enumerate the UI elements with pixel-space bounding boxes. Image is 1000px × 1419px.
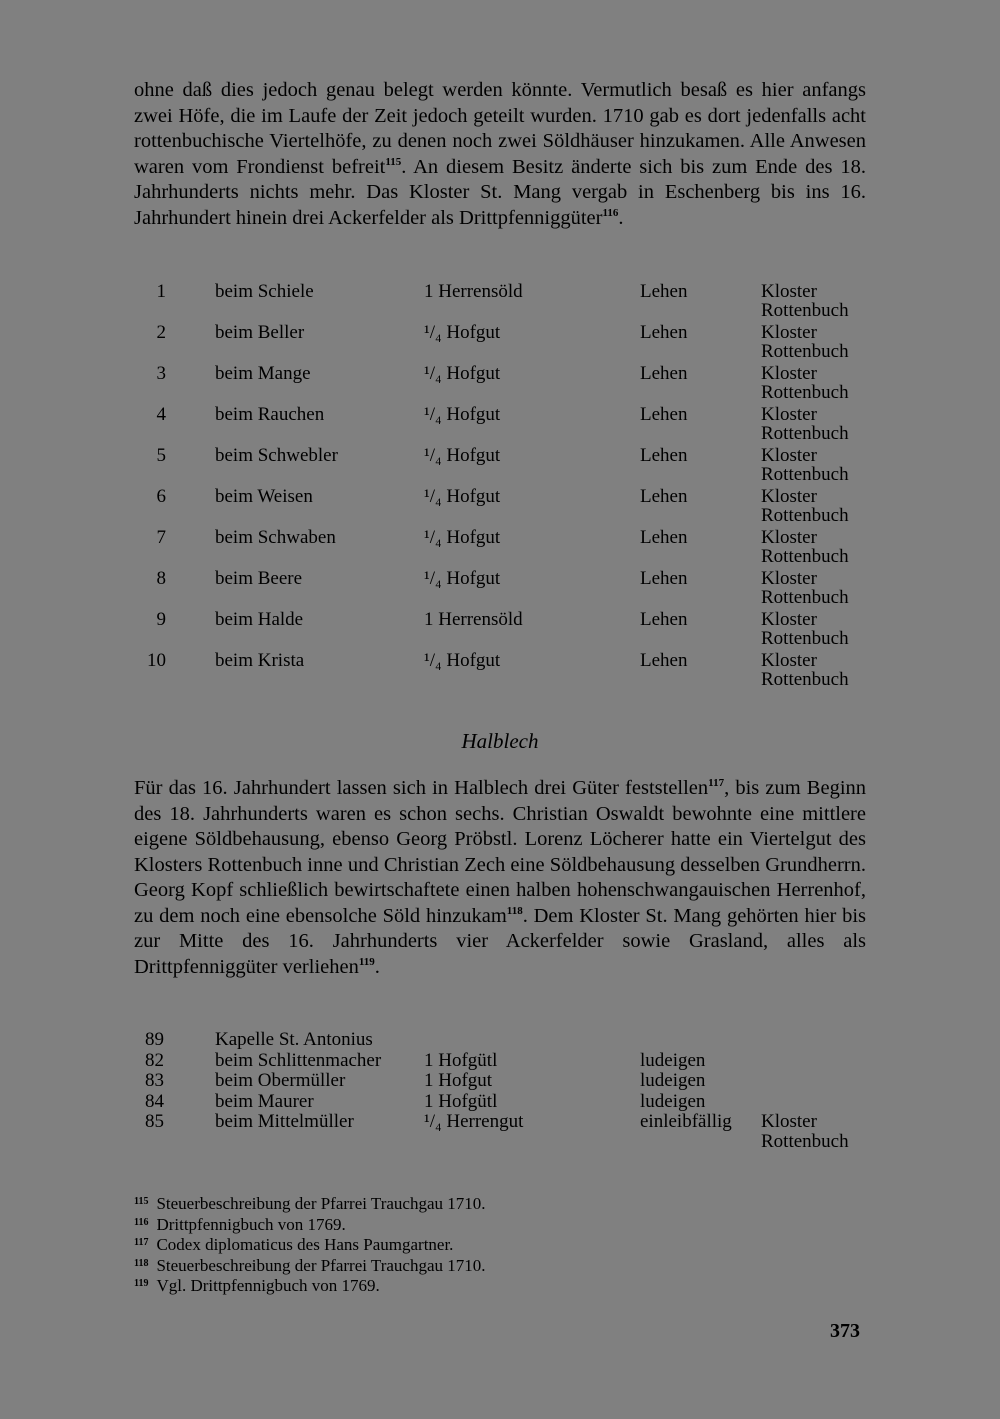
table-row: 85 beim Mittelmüller ¹/₄ Herrengut einleibfällig Kloster Rottenbuch [145, 1111, 849, 1152]
footnote: $^{119}$ Vgl. Drittpfennigbuch von 1769. [134, 1276, 380, 1295]
footnote: $^{117}$ Codex diplomaticus des Hans Paumgartner. [134, 1235, 454, 1254]
table-row: 7 beim Schwaben ¹/₄ Hofgut Lehen Kloster Rottenbuch [156, 527, 849, 567]
footnote-ref: 118 [506, 904, 523, 917]
table-row: 3 beim Mange ¹/₄ Hofgut Lehen Kloster Rottenbuch [156, 363, 849, 403]
footnote: $^{116}$ Drittpfennigbuch von 1769. [134, 1214, 346, 1234]
table-row: 4 beim Rauchen ¹/₄ Hofgut Lehen Kloster Rottenbuch [156, 404, 849, 444]
table-row: 1 beim Schiele 1 Herrensöld Lehen Kloster Rottenbuch [156, 281, 849, 321]
table-row: 9 beim Halde 1 Herrensöld Lehen Kloster Rottenbuch [156, 609, 849, 649]
footnote-ref: 115 [385, 155, 402, 168]
table-row: 83 beim Obermüller 1 Hofgut ludeigen [145, 1070, 706, 1091]
page-number: 373 [830, 1320, 860, 1342]
paragraph-eschenberg: ohne daß dies jedoch genau belegt werden könnte. Vermutlich besaß es hier anfangs zwei Höfe, die im Laufe der Zeit jedoch geteilt wurden. 1710 gab es dort jedenfalls acht rottenbuchische Viertelhöfe, zu denen noch zwei Söldhäuser hinzukamen. Alle Anwesen waren vom Frondienst befreit$^{115}$. An diesem Besitz änderte sich bis zum Ende des 18. Jahrhunderts nichts mehr. Das Kloster St. Mang vergab in Eschenberg bis ins 16. Jahrhundert hinein drei Ackerfelder als Drittpfenniggüter$^{116}$. [134, 79, 866, 229]
footnote: $^{118}$ Steuerbeschreibung der Pfarrei Trauchgau 1710. [134, 1255, 486, 1275]
footnote-ref: 119 [358, 955, 375, 968]
section-heading: Halblech [461, 729, 539, 753]
table-row: 82 beim Schlittenmacher 1 Hofgütl ludeigen [145, 1049, 706, 1071]
footnote-ref: 116 [602, 206, 619, 219]
paragraph-halblech: Für das 16. Jahrhundert lassen sich in Halblech drei Güter feststellen$^{117}$, bis zum Beginn des 18. Jahrhunderts waren es schon sechs. Christian Oswaldt bewohnte eine mittlere eigene Söldbehausung, ebenso Georg Pröbstl. Lorenz Löcherer hatte ein Viertelgut des Klosters Rottenbuch inne und Christian Zech eine Söldbehausung desselben Grundherrn. Georg Kopf schließlich bewirtschaftete einen halben hohenschwangauischen Herrenhof, zu dem noch eine ebensolche Söld hinzukam$^{118}$. Dem Kloster St. Mang gehörten hier bis zur Mitte des 16. Jahrhunderts vier Ackerfelder sowie Grasland, alles als Drittpfenniggüter verliehen$^{119}$. [134, 777, 867, 978]
table-row: 8 beim Beere ¹/₄ Hofgut Lehen Kloster Rottenbuch [156, 568, 849, 608]
table-row: 5 beim Schwebler ¹/₄ Hofgut Lehen Kloster Rottenbuch [156, 445, 849, 485]
table-row: 6 beim Weisen ¹/₄ Hofgut Lehen Kloster Rottenbuch [156, 486, 849, 526]
footnote: $^{115}$ Steuerbeschreibung der Pfarrei Trauchgau 1710. [134, 1194, 486, 1213]
table-row: 10 beim Krista ¹/₄ Hofgut Lehen Kloster Rottenbuch [147, 650, 849, 690]
table-row: 84 beim Maurer 1 Hofgütl ludeigen [145, 1090, 706, 1112]
footnotes [134, 1194, 486, 1297]
table-row: 89 Kapelle St. Antonius [145, 1029, 373, 1050]
footnote-ref: 117 [708, 777, 725, 789]
table-row: 2 beim Beller ¹/₄ Hofgut Lehen Kloster Rottenbuch [156, 322, 849, 362]
